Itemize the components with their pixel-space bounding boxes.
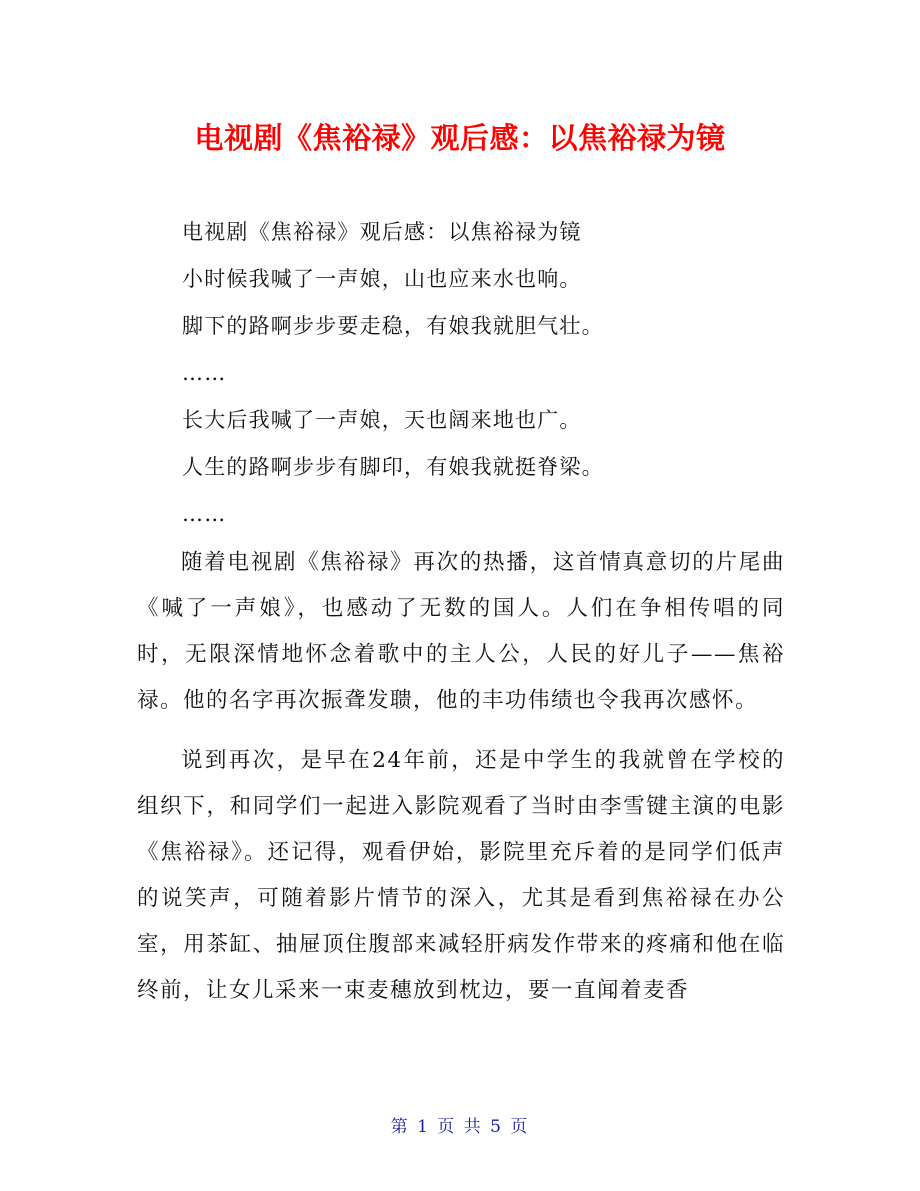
lyric-line: 长大后我喊了一声娘，天也阔来地也广。	[182, 408, 582, 432]
lyric-line: 人生的路啊步步有脚印，有娘我就挺脊梁。	[182, 455, 604, 479]
body-text	[137, 540, 785, 1028]
lyric-line: 电视剧《焦裕禄》观后感：以焦裕禄为镜	[182, 220, 582, 244]
lyrics-block	[182, 214, 604, 543]
lyric-line: 小时候我喊了一声娘，山也应来水也响。	[182, 267, 582, 291]
paragraph: 随着电视剧《焦裕禄》再次的热播，这首情真意切的片尾曲《喊了一声娘》，也感动了无数的国人。人们在争相传唱的同时，无限深情地怀念着歌中的主人公，人民的好儿子——焦裕禄。他的名字再次振聋发聩，他的丰功伟绩也令我再次感怀。	[137, 550, 785, 713]
page-footer: 第 1 页 共 5 页	[390, 1117, 530, 1137]
lyric-ellipsis: ……	[182, 361, 227, 385]
document-title: 电视剧《焦裕禄》观后感：以焦裕禄为镜	[194, 121, 726, 155]
lyric-line: 脚下的路啊步步要走稳，有娘我就胆气壮。	[182, 314, 604, 338]
paragraph: 说到再次，是早在24年前，还是中学生的我就曾在学校的组织下，和同学们一起进入影院观看了当时由李雪键主演的电影《焦裕禄》。还记得，观看伊始，影院里充斥着的是同学们低声的说笑声，可随着影片情节的深入，尤其是看到焦裕禄在办公室，用茶缸、抽屉顶住腹部来减轻肝病发作带来的疼痛和他在临终前，让女儿采来一束麦穗放到枕边，要一直闻着麦香	[137, 748, 785, 1003]
lyric-ellipsis: ……	[182, 502, 227, 526]
